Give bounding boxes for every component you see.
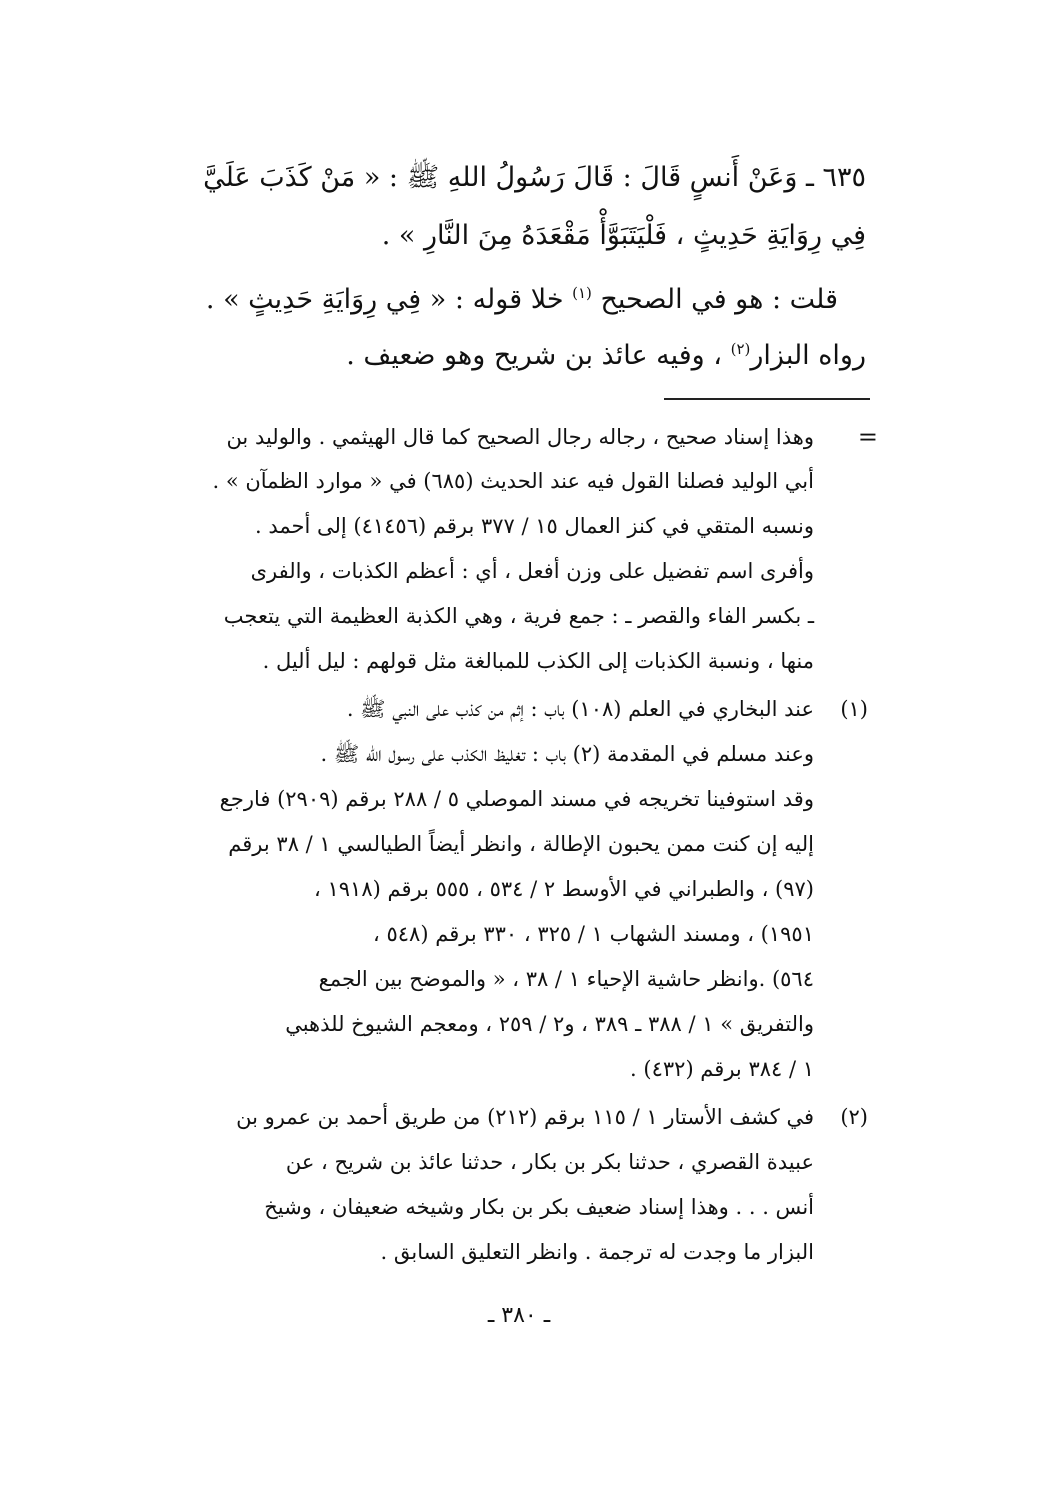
- footnote-line: عبيدة القصري ، حدثنا بكر بن بكار ، حدثنا عائذ بن شريح ، عن: [285, 1150, 814, 1174]
- footnote-line: وأفرى اسم تفضيل على وزن أفعل ، أي : أعظم الكذبات ، والفرى: [250, 559, 814, 583]
- hadith-line-2: فِي رِوَايَةِ حَدِيثٍ ، فَلْيَتَبَوَّأْ مَقْعَدَهُ مِنَ النَّارِ » .: [381, 220, 866, 251]
- footnote-line: وقد استوفينا تخريجه في مسند الموصلي ٥ / ٢٨٨ برقم (٢٩٠٩) فارجع: [219, 787, 814, 811]
- footnote-line: أنس . . . وهذا إسناد ضعيف بكر بن بكار وشيخه ضعيفان ، وشيخ: [264, 1195, 814, 1219]
- page-number: ـ ٣٨٠ ـ: [487, 1303, 551, 1328]
- footnote-line: وعند مسلم في المقدمة (٢) باب : تغليظ الكذب على رسول الله ﷺ .: [320, 742, 814, 766]
- commentary-line-2: [346, 336, 866, 376]
- footnote-line: ٥٦٤) .وانظر حاشية الإحياء ١ / ٣٨ ، « والموضح بين الجمع: [318, 967, 814, 991]
- footnote-line: عند البخاري في العلم (١٠٨) باب : إثم من كذب على النبي ﷺ .: [346, 697, 814, 721]
- footnote-line: والتفريق » ١ / ٣٨٨ ـ ٣٨٩ ، و٢ / ٢٥٩ ، ومعجم الشيوخ للذهبي: [285, 1012, 814, 1036]
- footnote-line: ١ / ٣٨٤ برقم (٤٣٢) .: [630, 1057, 814, 1081]
- narration-text-b: ، وفيه عائذ بن شريح وهو ضعيف .: [346, 340, 731, 371]
- footnote-line: إليه إن كنت ممن يحبون الإطالة ، وانظر أيضاً الطيالسي ١ / ٣٨ برقم: [228, 832, 814, 856]
- footnote-line: أبي الوليد فصلنا القول فيه عند الحديث (٦٨٥) في « موارد الظمآن » .: [212, 469, 814, 493]
- commentary-text-b: خلا قوله : « فِي رِوَايَةِ حَدِيثٍ » .: [205, 284, 573, 315]
- footnote-line: وهذا إسناد صحيح ، رجاله رجال الصحيح كما قال الهيثمي . والوليد بن: [226, 425, 814, 449]
- continuation-mark: =: [857, 423, 878, 451]
- hadith-line-1: ٦٣٥ ـ وَعَنْ أَنسٍ قَالَ : قَالَ رَسُولُ اللهِ ﷺ : « مَنْ كَذَبَ عَلَيَّ: [203, 162, 866, 193]
- footnote-line: (٩٧) ، والطبراني في الأوسط ٢ / ٥٣٤ ، ٥٥٥ برقم (١٩١٨ ،: [314, 877, 814, 901]
- footnote-2-number: (٢): [840, 1105, 868, 1129]
- footnote-divider: [664, 398, 870, 400]
- footnote-line: البزار ما وجدت له ترجمة . وانظر التعليق السابق .: [380, 1240, 814, 1264]
- commentary-line-1: [206, 280, 838, 320]
- footnote-line: ـ بكسر الفاء والقصر ـ : جمع فرية ، وهي الكذبة العظيمة التي يتعجب: [223, 604, 814, 628]
- footnote-line: في كشف الأستار ١ / ١١٥ برقم (٢١٢) من طريق أحمد بن عمرو بن: [236, 1105, 814, 1129]
- commentary-text-a: قلت : هو في الصحيح: [591, 284, 838, 315]
- footnote-ref-1: (١): [572, 284, 592, 302]
- footnote-1-number: (١): [840, 697, 868, 721]
- footnote-line: ١٩٥١) ، ومسند الشهاب ١ / ٣٢٥ ، ٣٣٠ برقم (٥٤٨ ،: [373, 922, 814, 946]
- footnote-ref-2: (٢): [730, 340, 751, 358]
- footnote-line: ونسبه المتقي في كنز العمال ١٥ / ٣٧٧ برقم (٤١٤٥٦) إلى أحمد .: [254, 514, 814, 538]
- narration-text-a: رواه البزار: [750, 340, 866, 371]
- footnote-line: منها ، ونسبة الكذبات إلى الكذب للمبالغة مثل قولهم : ليل أليل .: [262, 649, 814, 673]
